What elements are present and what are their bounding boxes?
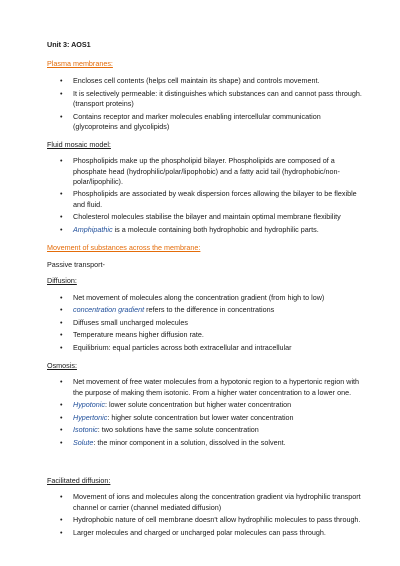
- bullet-icon: •: [60, 437, 63, 447]
- bullet-icon: •: [60, 330, 63, 340]
- list-item: • Cholesterol molecules stabilise the bilayer and maintain optimal membrane flexibility: [60, 212, 341, 222]
- heading-movement: Movement of substances across the membrane:: [47, 243, 201, 252]
- heading-plasma-membranes: Plasma membranes:: [47, 59, 113, 69]
- bullet-icon: •: [60, 400, 63, 410]
- bullet-icon: •: [60, 305, 63, 315]
- list-item: • Encloses cell contents (helps cell maintain its shape) and controls movement.: [60, 76, 320, 86]
- term-hypertonic: Hypertonic: [73, 412, 108, 422]
- bullet-icon: •: [60, 224, 63, 234]
- term-hypotonic: Hypotonic: [73, 400, 105, 410]
- bullet-icon: •: [60, 156, 63, 166]
- term-isotonic: Isotonic: [73, 425, 98, 435]
- page-title: Unit 3: AOS1: [47, 40, 91, 49]
- list-item: • Phospholipids are associated by weak dispersion forces allowing the bilayer to be flexible and fluid.: [60, 189, 357, 209]
- list-item: • Solute: the minor component in a solution, dissolved in the solvent.: [60, 437, 286, 447]
- list-item: • Contains receptor and marker molecules enabling intercellular communication (glycoproteins and glycolipids): [60, 111, 321, 131]
- bullet-icon: •: [60, 412, 63, 422]
- list-item: • Net movement of molecules along the concentration gradient (from high to low): [60, 292, 325, 302]
- bullet-icon: •: [60, 342, 63, 352]
- passive-transport-label: Passive transport-: [47, 260, 105, 270]
- bullet-icon: •: [60, 527, 63, 537]
- list-item: • Phospholipids make up the phospholipid bilayer. Phospholipids are composed of a phosphate head (hydrophilic/polar/lipophobic) and a fatty acid tail (hydrophobic/non-polar/lipophilic).: [60, 156, 340, 186]
- list-item: • Movement of ions and molecules along the concentration gradient via hydrophilic transport channel or carrier (channel mediated diffusion): [60, 492, 361, 512]
- heading-osmosis: Osmosis:: [47, 361, 77, 371]
- list-item: • Net movement of free water molecules from a hypotonic region to a hypertonic region with the purpose of making them isotonic. From a higher water concentration to a lower one.: [60, 377, 360, 397]
- heading-facilitated-diffusion: Facilitated diffusion:: [47, 476, 111, 486]
- bullet-icon: •: [60, 515, 63, 525]
- list-item: • It is selectively permeable: it distinguishes which substances can and cannot pass through. (transport proteins): [60, 89, 362, 109]
- diffusion-list: [47, 293, 362, 354]
- term-solute: Solute: [73, 437, 94, 447]
- list-item: • Hypertonic: higher solute concentration but lower water concentration: [60, 412, 294, 422]
- term-amphipathic: Amphipathic: [73, 224, 113, 234]
- list-item: • Amphipathic is a molecule containing both hydrophobic and hydrophilic parts.: [60, 224, 319, 234]
- list-item: • Larger molecules and charged or uncharged polar molecules can pass through.: [60, 527, 326, 537]
- list-item: • Isotonic: two solutions have the same solute concentration: [60, 425, 259, 435]
- bullet-icon: •: [60, 492, 63, 502]
- plasma-list: [47, 76, 362, 132]
- bullet-icon: •: [60, 89, 63, 98]
- bullet-icon: •: [60, 377, 63, 387]
- bullet-icon: •: [60, 189, 63, 199]
- heading-diffusion: Diffusion:: [47, 276, 77, 286]
- bullet-icon: •: [60, 292, 63, 302]
- list-item: • Equilibrium: equal particles across both extracellular and intracellular: [60, 342, 292, 352]
- bullet-icon: •: [60, 76, 63, 86]
- spacer: [47, 456, 362, 476]
- list-item: • Temperature means higher diffusion rate.: [60, 330, 204, 340]
- heading-fluid-mosaic: Fluid mosaic model:: [47, 140, 111, 150]
- bullet-icon: •: [60, 212, 63, 222]
- list-item: • concentration gradient refers to the difference in concentrations: [60, 305, 275, 315]
- osmosis-list: [47, 377, 362, 448]
- bullet-icon: •: [60, 425, 63, 435]
- bullet-icon: •: [60, 111, 63, 121]
- bullet-icon: •: [60, 317, 63, 327]
- list-item: • Hypotonic: lower solute concentration but higher water concentration: [60, 400, 292, 410]
- facilitated-list: [47, 492, 362, 538]
- fluid-list: [47, 156, 362, 235]
- list-item: • Hydrophobic nature of cell membrane doesn't allow hydrophilic molecules to pass through.: [60, 515, 361, 525]
- list-item: • Diffuses small uncharged molecules: [60, 317, 188, 327]
- term-concentration-gradient: concentration gradient: [73, 305, 145, 315]
